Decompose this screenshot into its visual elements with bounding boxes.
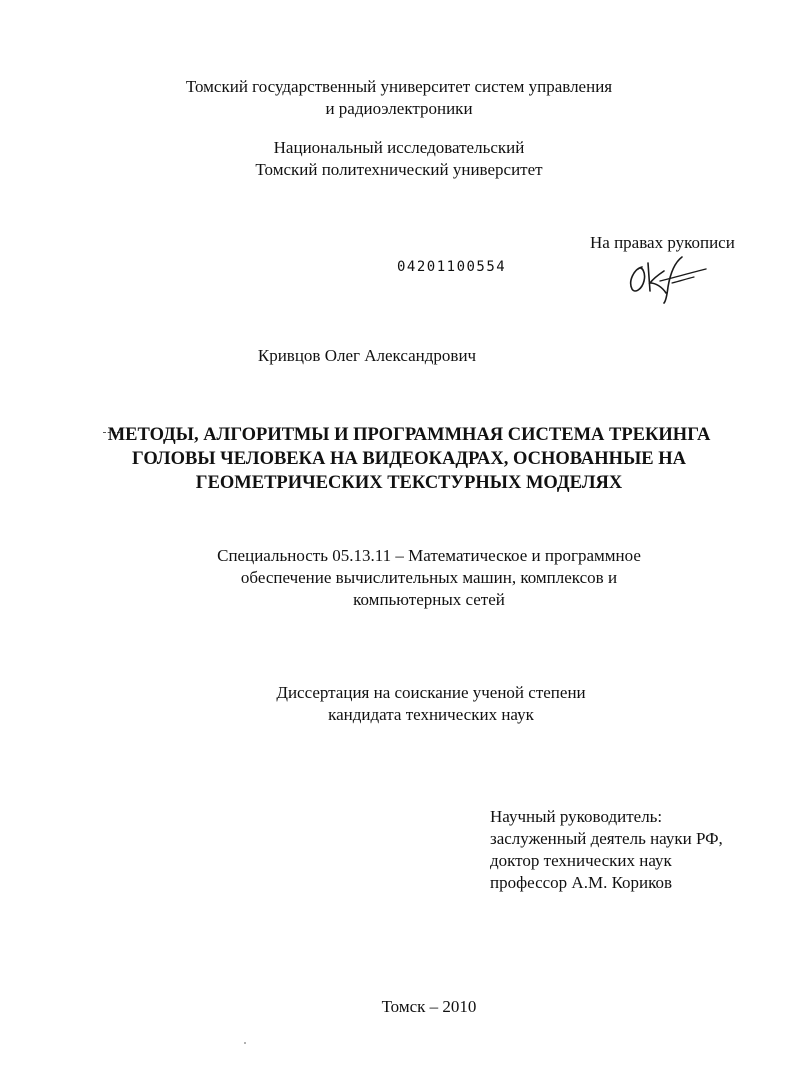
supervisor-line3: доктор технических наук [490,851,672,870]
registry-code: 04201100554 [397,259,507,275]
university-tusur-line2: и радиоэлектроники [325,99,473,118]
supervisor-line1: Научный руководитель: [490,807,663,826]
supervisor-line2: заслуженный деятель науки РФ, [490,829,723,848]
title-line1: МЕТОДЫ, АЛГОРИТМЫ И ПРОГРАММНАЯ СИСТЕМА ТРЕКИНГА [107,425,711,445]
author-name: Кривцов Олег Александрович [257,346,477,365]
specialty-line1: Специальность 05.13.11 – Математическое и программное [217,546,641,565]
specialty-line3: компьютерных сетей [353,590,505,609]
degree-line2: кандидата технических наук [328,705,534,724]
city-year: Томск – 2010 [381,997,477,1016]
manuscript-rights-note: На правах рукописи [590,233,735,252]
university-tpu-line2: Томский политехнический университет [255,160,543,179]
scan-speck [244,1042,246,1044]
degree-line1: Диссертация на соискание ученой степени [276,683,586,702]
title-line2: ГОЛОВЫ ЧЕЛОВЕКА НА ВИДЕОКАДРАХ, ОСНОВАННЫЕ НА [132,449,686,469]
university-tusur-line1: Томский государственный университет систем управления [185,77,613,96]
title-line3: ГЕОМЕТРИЧЕСКИХ ТЕКСТУРНЫХ МОДЕЛЯХ [195,473,623,493]
specialty-line2: обеспечение вычислительных машин, комплексов и [240,568,618,587]
handwritten-signature [620,253,710,305]
university-tpu-line1: Национальный исследовательский [273,138,525,157]
supervisor-line4: профессор А.М. Кориков [490,873,673,892]
